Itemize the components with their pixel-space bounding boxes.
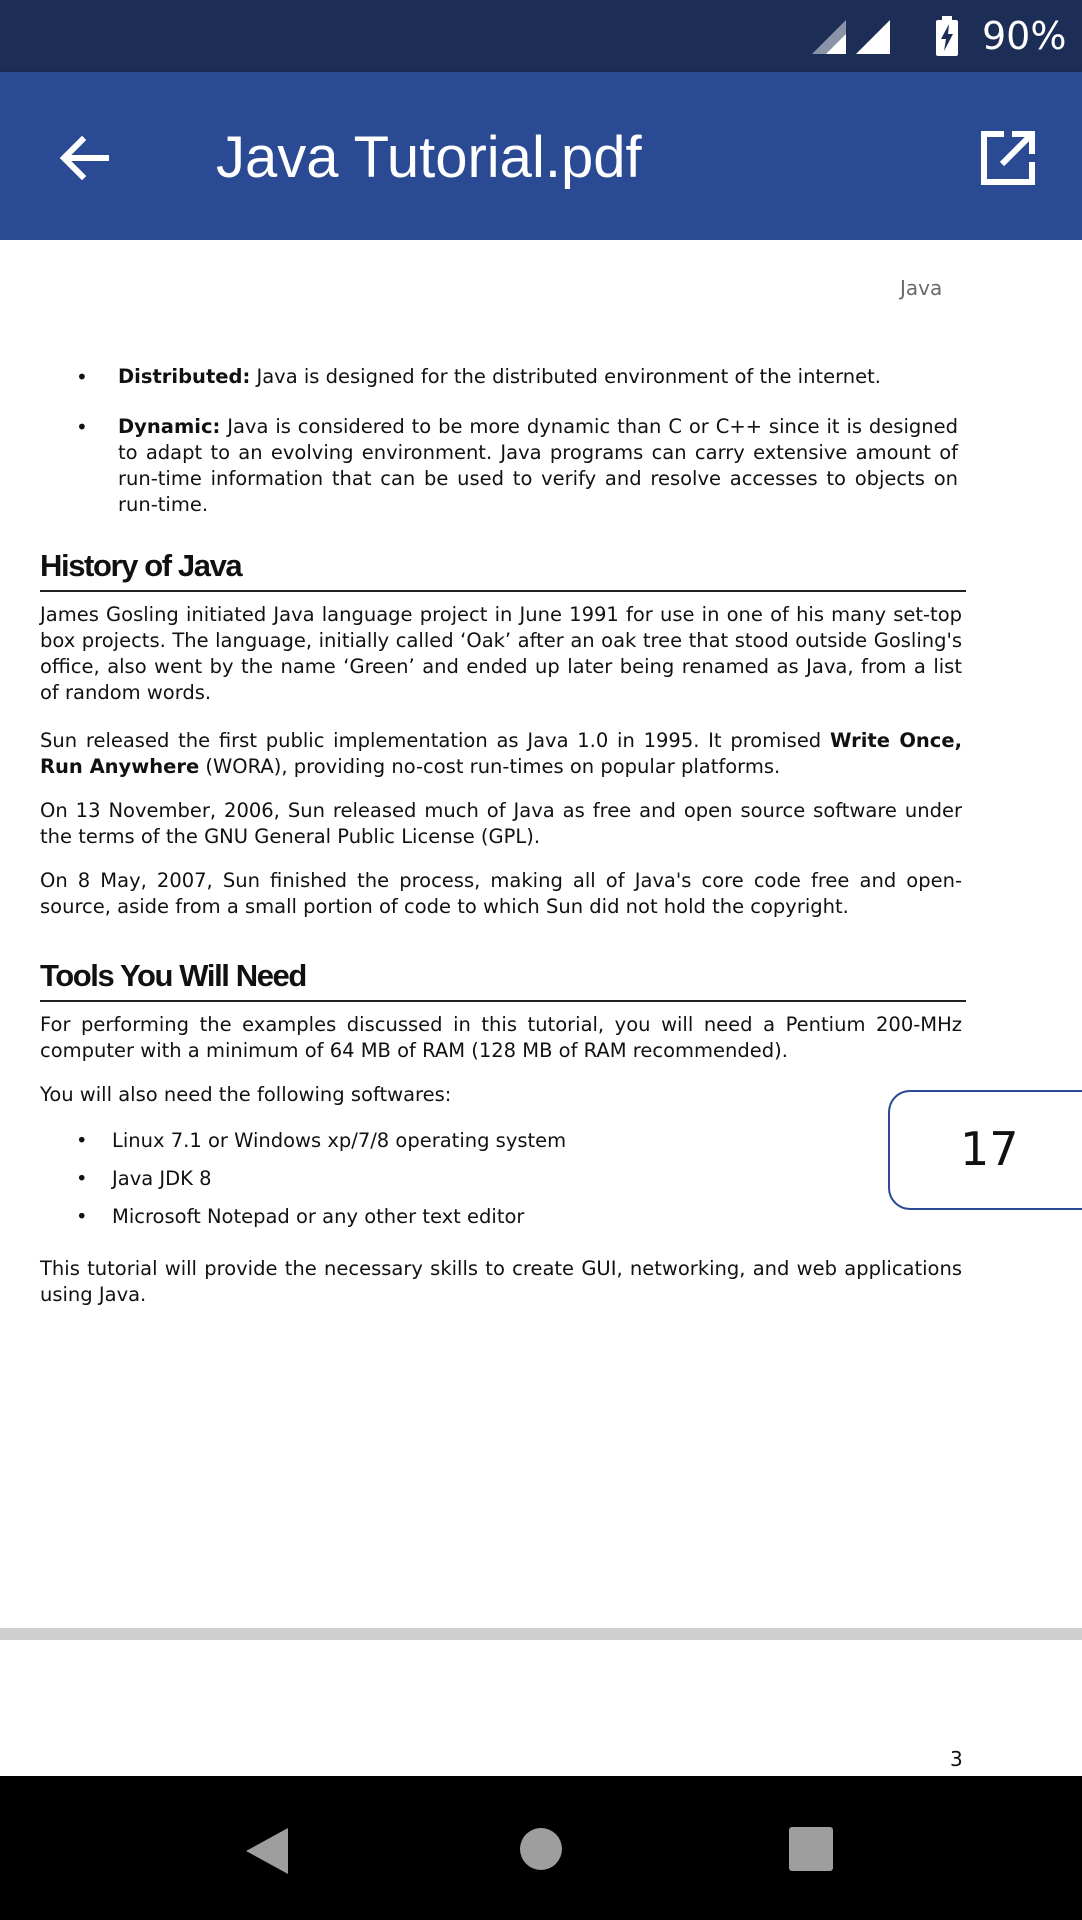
paragraph: This tutorial will provide the necessary skills to create GUI, networking, and web applications using Java.: [40, 1257, 962, 1306]
battery-charging-icon: [936, 16, 958, 56]
paragraph: You will also need the following softwares:: [40, 1083, 452, 1106]
heading-rule: [40, 1000, 966, 1002]
arrow-back-icon[interactable]: [48, 122, 120, 194]
nav-recents-icon[interactable]: [788, 1826, 834, 1872]
page-indicator[interactable]: [888, 1090, 1082, 1210]
page-indicator-number: 17: [960, 1122, 1019, 1176]
paragraph-text: (WORA), providing no-cost run-times on popular platforms.: [199, 755, 781, 778]
paragraph-bold: Write Once, Run Anywhere: [40, 729, 962, 778]
paragraph: [40, 728, 962, 780]
bullet-term: Dynamic:: [118, 415, 221, 438]
list-item: [76, 1128, 776, 1154]
signal-icon-2: [856, 20, 890, 54]
bullet-term: Distributed:: [118, 365, 251, 388]
paragraph: On 13 November, 2006, Sun released much of Java as free and open source software under the terms of the GNU General Public License (GPL).: [40, 799, 962, 848]
running-header: Java: [900, 276, 943, 300]
heading-tools: Tools You Will Need: [40, 958, 306, 993]
list-item-text: Linux 7.1 or Windows xp/7/8 operating system: [112, 1129, 567, 1152]
bullet-dot: •: [76, 365, 88, 389]
page-separator: [0, 1628, 1082, 1640]
app-title: Java Tutorial.pdf: [216, 125, 642, 190]
heading-rule: [40, 590, 966, 592]
bullet-dot: •: [76, 415, 88, 439]
page-number: 3: [950, 1747, 963, 1771]
bullet-dot: •: [76, 1129, 88, 1152]
battery-percent: 90%: [982, 14, 1067, 58]
heading-history: History of Java: [40, 548, 242, 583]
nav-home-icon[interactable]: [518, 1826, 564, 1872]
bullet-dot: •: [76, 1205, 88, 1228]
nav-back-icon[interactable]: [242, 1826, 290, 1876]
pdf-page-next[interactable]: [0, 1640, 1082, 1780]
signal-icon: [812, 20, 846, 54]
list-item: [76, 1204, 776, 1230]
bullet-dot: •: [76, 1167, 88, 1190]
paragraph: For performing the examples discussed in this tutorial, you will need a Pentium 200-MHz computer with a minimum of 64 MB of RAM (128 MB of RAM recommended).: [40, 1013, 962, 1062]
open-external-icon[interactable]: [972, 122, 1044, 194]
app-bar: [0, 72, 1082, 240]
list-item: [76, 1166, 776, 1192]
bullet-distributed: [76, 364, 958, 390]
list-item-text: Microsoft Notepad or any other text editor: [112, 1205, 525, 1228]
paragraph-text: Sun released the first public implementation as Java 1.0 in 1995. It promised: [40, 729, 830, 752]
bullet-text: Java is designed for the distributed environment of the internet.: [250, 365, 881, 388]
paragraph: On 8 May, 2007, Sun finished the process, making all of Java's core code free and open-source, aside from a small portion of code to which Sun did not hold the copyright.: [40, 869, 962, 918]
bullet-dynamic: [76, 414, 958, 518]
bullet-text: Java is considered to be more dynamic than C or C++ since it is designed to adapt to an evolving environment. Java programs can carry extensive amount of run-time information that can be used to verify and resolve accesses to objects on run-time.: [118, 415, 958, 516]
navigation-bar: [0, 1776, 1082, 1920]
status-bar: [0, 0, 1082, 72]
pdf-page[interactable]: [0, 240, 1082, 1628]
paragraph: James Gosling initiated Java language project in June 1991 for use in one of his many set-top box projects. The language, initially called ‘Oak’ after an oak tree that stood outside Gosling's office, also went by the name ‘Green’ and ended up later being renamed as Java, from a list of random words.: [40, 603, 962, 704]
list-item-text: Java JDK 8: [112, 1167, 212, 1190]
